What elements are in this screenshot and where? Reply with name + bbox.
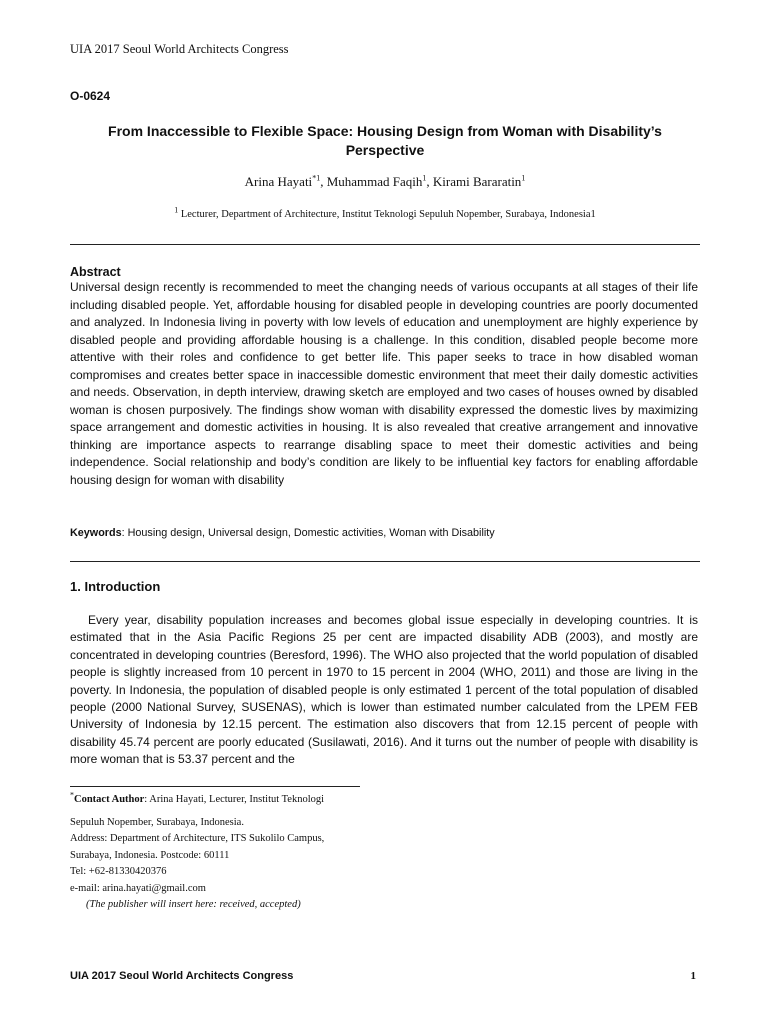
abstract-heading: Abstract [70,265,121,279]
author-name: Muhammad Faqih [326,174,423,189]
footnote-email: e-mail: arina.hayati@gmail.com [70,882,206,894]
keywords-text: : Housing design, Universal design, Domestic activities, Woman with Disability [121,527,495,539]
footnote [70,792,370,914]
footnote-line: Surabaya, Indonesia. Postcode: 60111 [70,849,230,861]
abstract-text: Universal design recently is recommended to meet the changing needs of various occupants at all stages of their life including disabled people. Yet, affordable housing for disabled people in developing countries are poorly documented and analyzed. In Indonesia living in poverty with low levels of education and unemployment are highly experience by disabled people and providing affordable housing is a challenge. In this condition, disabled people become more attentive with their roles and confidence to get better life. This paper seeks to trace in how disabled woman compromises and creates better space in inaccessible domestic environment that meet their daily domestic activities and needs. Observation, in depth interview, drawing sketch are employed and two cases of houses owned by disabled woman is chosen purposively. The findings show woman with disability expressed the domestic lives by maximizing space arrangement and domestic activities in housing. It is also revealed that creative arrangement and innovative thinking are importance aspects to rearrange disabling space to meet their domestic activities and being independence. Social relationship and body’s condition are likely to be influential key factors for enabling affordable housing design for woman with disability [70,280,698,487]
affiliation-mark: 1 [174,205,179,215]
footnote-line: Address: Department of Architecture, ITS Sukolilo Campus, [70,833,325,844]
affiliation-text: Lecturer, Department of Architecture, Institut Teknologi Sepuluh Nopember, Surabaya, Indonesia1 [180,209,596,220]
footnote-line: Sepuluh Nopember, Surabaya, Indonesia. [70,816,244,828]
introduction-text: Every year, disability population increases and becomes global issue especially in developing countries. It is estimated that in the Asia Pacific Regions 25 per cent are impacted disability ADB (2003), and mostly are concentrated in developing countries (Beresford, 1996). The WHO also projected that the world population of disabled people is slightly increased from 10 percent in 1970 to 15 percent in 2004 (WHO, 2011) and those are living in the poverty. In Indonesia, the population of disabled people is only estimated 1 percent of the total population of disabled people (2000 National Survey, SUSENAS), which is lower than estimated number calculated from the LPEM FEB University of Indonesia by 12.15 percent. The estimation also discovers that from 12.15 percent of people with disability 45.74 percent are poorly educated (Susilawati, 2016). And it turns out the number of people with disability is more woman that is 53.37 percent and the [70,613,698,767]
footnote-text: : Arina Hayati, Lecturer, Institut Teknologi [144,794,325,805]
paper-title: From Inaccessible to Flexible Space: Housing Design from Woman with Disability’s Perspective [108,123,662,158]
publisher-note: (The publisher will insert here: received, accepted) [86,899,301,910]
section-heading-introduction: 1. Introduction [70,579,161,594]
footnote-label: Contact Author [74,794,145,805]
running-footer: UIA 2017 Seoul World Architects Congress [70,970,294,982]
keywords-label: Keywords [70,527,122,539]
divider-top [70,244,700,245]
footnote-first-line [70,792,370,809]
author-list: Arina Hayati$^{*1}$, Muhammad Faqih$^1$, Kirami Bararatin$^1$ [244,173,526,189]
footnote-line: Tel: +62-81330420376 [70,866,167,877]
footnote-divider [70,786,360,787]
page-number: 1 [690,970,696,982]
affiliation [70,205,700,220]
author-mark: 1 [422,173,427,183]
footnote-mark: * [70,790,74,800]
author-name: Arina Hayati [244,174,313,189]
author-mark: *1 [312,173,321,183]
running-header: UIA 2017 Seoul World Architects Congress [70,42,289,56]
author-mark: 1 [521,173,526,183]
paper-id: O-0624 [70,89,111,103]
divider-middle [70,561,700,562]
author-name: Kirami Bararatin [432,174,522,189]
keywords [70,527,698,539]
